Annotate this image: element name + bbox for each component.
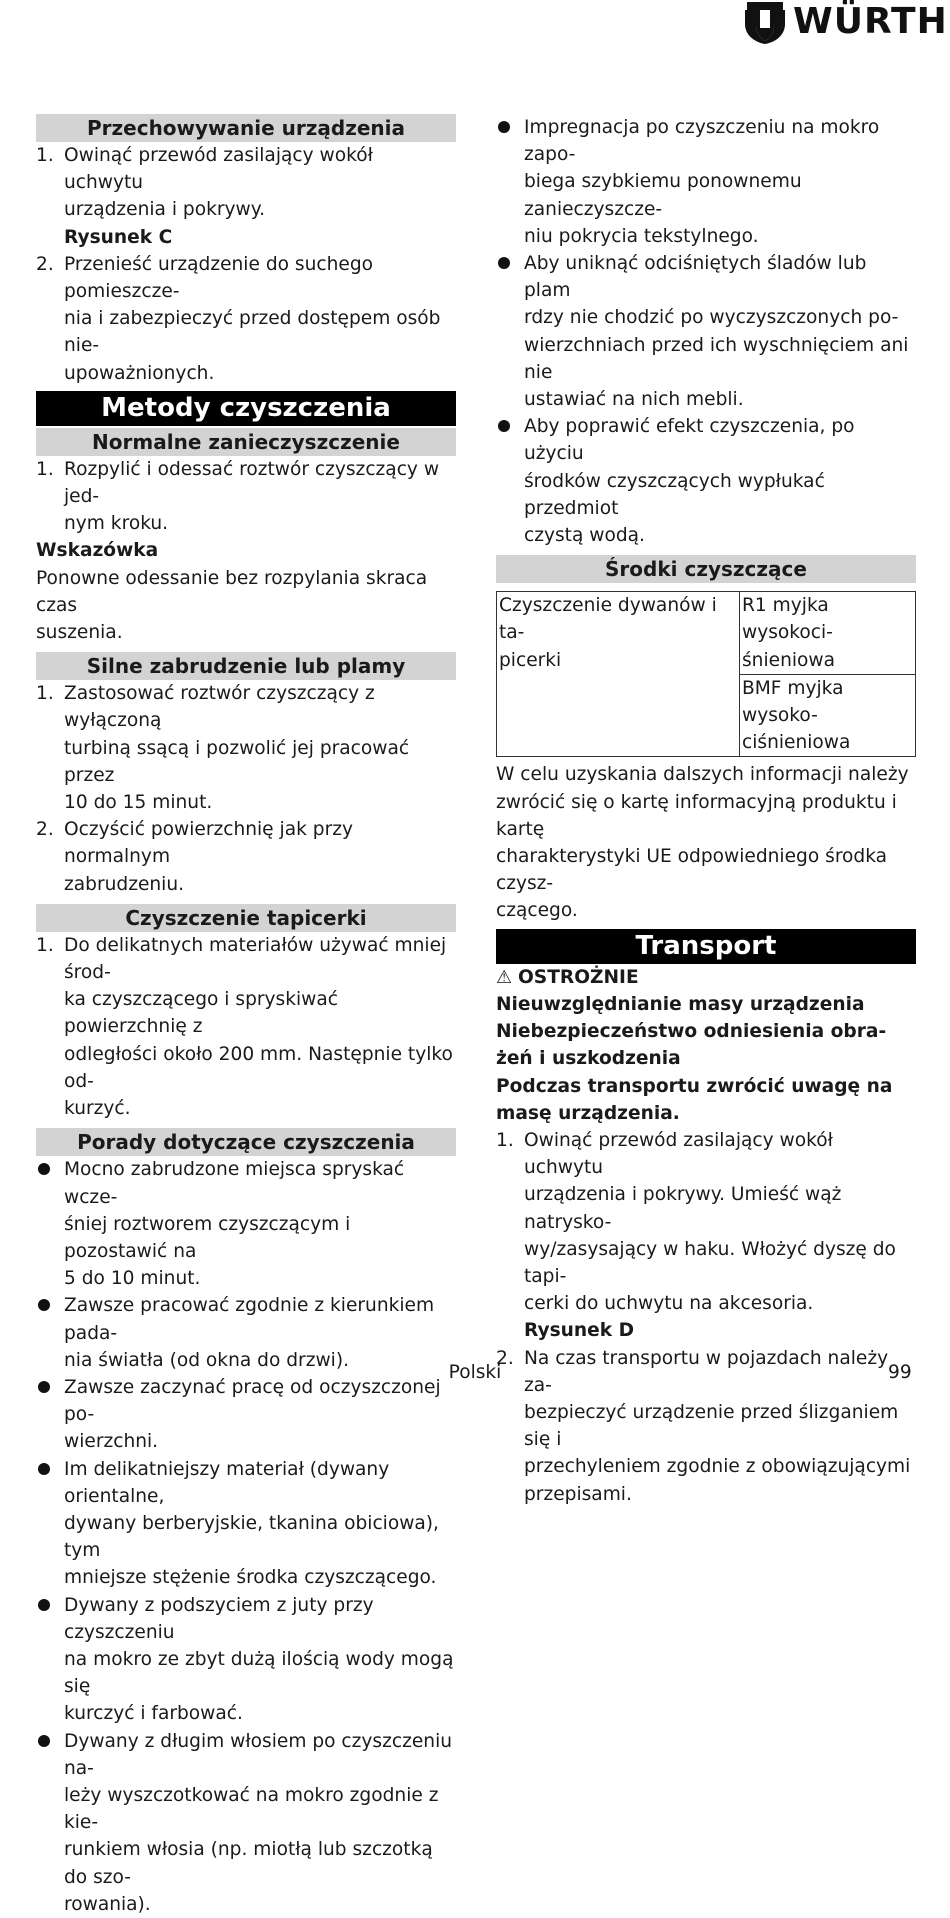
list-item: 1. Do delikatnych materiałów używać mniej środ- ka czyszczącego i spryskiwać powierzchnię z odległości około 200 mm. Następnie tylko od- kurzyć. [36, 934, 453, 1120]
wurth-emblem-icon [745, 2, 785, 44]
upholstery-heading: Czyszczenie tapicerki [36, 904, 456, 932]
footer-language: Polski [448, 1362, 502, 1383]
normal-soiling-heading: Normalne zanieczyszczenie [36, 428, 456, 456]
table-row [497, 592, 916, 675]
bullet-item: Impregnacja po czyszczeniu na mokro zapo- biega szybkiemu ponownemu zanieczyszcze- niu pokrycia tekstylnego. [496, 114, 916, 250]
bullet-icon [38, 1299, 50, 1311]
bullet-item: Mocno zabrudzone miejsca spryskać wcze- śniej roztworem czyszczącym i pozostawić na 5 do 10 minut. [36, 1156, 456, 1292]
bullet-item: Dywany z podszyciem z juty przy czyszczeniu na mokro ze zbyt dużą ilością wody mogą się kurczyć i farbować. [36, 1592, 456, 1728]
bullet-item: Zawsze pracować zgodnie z kierunkiem pada- nia światła (od okna do drzwi). [36, 1292, 456, 1374]
cleaning-tips-heading: Porady dotyczące czyszczenia [36, 1128, 456, 1156]
warning-triangle-icon: ⚠ [496, 966, 513, 988]
list-item: 2. Oczyścić powierzchnię jak przy normalnym zabrudzeniu. [36, 819, 353, 895]
transport-title: Transport [496, 929, 916, 964]
figure-reference: Rysunek C [64, 226, 173, 248]
list-item: 2. Przenieść urządzenie do suchego pomieszcze- nia i zabezpieczyć przed dostępem osób nie- upoważnionych. [36, 253, 441, 384]
storage-heading: Przechowywanie urządzenia [36, 114, 456, 142]
right-column [496, 114, 916, 1508]
list-item: 1. Zastosować roztwór czyszczący z wyłączoną turbiną ssącą i pozwolić jej pracować przez 10 do 15 minut. [36, 683, 410, 814]
info-paragraph: W celu uzyskania dalszych informacji należy zwrócić się o kartę informacyjną produktu i kartę charakterystyki UE odpowiedniego środka czysz- czącego. [496, 764, 909, 922]
bullet-item: Aby poprawić efekt czyszczenia, po użyciu środków czyszczących wypłukać przedmiot czystą wodą. [496, 413, 916, 549]
table-cell-product: BMF myjka wysoko- ciśnieniowa [740, 674, 916, 757]
list-item: 2. Na czas transportu w pojazdach należy za- bezpieczyć urządzenie przed ślizganiem się i przechyleniem zgodnie z obowiązującymi przepisami. [496, 1347, 911, 1505]
table-cell-product: R1 myjka wysokoci- śnieniowa [740, 592, 916, 675]
wurth-logo [745, 0, 950, 46]
warning-label: OSTROŻNIE [518, 966, 639, 988]
cleaning-agents-table [496, 591, 916, 757]
list-item: 1. Rozpylić i odessać roztwór czyszczący w jed- nym kroku. [36, 458, 440, 535]
bullet-icon [38, 1599, 50, 1611]
bullet-icon [38, 1735, 50, 1747]
bullet-item: Dywany z długim włosiem po czyszczeniu na- leży wyszczotkować na mokro zgodnie z kie- runkiem włosia (np. miotłą lub szczotką do szo- rowania). [36, 1728, 456, 1918]
page-number: 99 [888, 1362, 912, 1383]
warning-label-line [496, 964, 916, 991]
bullet-item: Aby uniknąć odciśniętych śladów lub plam rdzy nie chodzić po wyczyszczonych po- wierzchniach przed ich wyschnięciem ani nie ustawiać na nich mebli. [496, 250, 916, 413]
list-item: 1. Owinąć przewód zasilający wokół uchwytu urządzenia i pokrywy. Rysunek C [36, 142, 456, 251]
heavy-soiling-heading: Silne zabrudzenie lub plamy [36, 652, 456, 680]
figure-reference: Rysunek D [524, 1320, 635, 1342]
brand-name: WÜRTH [793, 1, 948, 42]
bullet-item: Im delikatniejszy materiał (dywany orientalne, dywany berberyjskie, tkanina obiciowa), tym mniejsze stężenie środka czyszczącego. [36, 1456, 456, 1592]
hint-label: Wskazówka [36, 540, 159, 562]
cleaning-agents-heading: Środki czyszczące [496, 555, 916, 583]
warning-text: Nieuwzględnianie masy urządzenia Niebezpieczeństwo odniesienia obra- żeń i uszkodzenia Podczas transportu zwrócić uwagę na masę urządzenia. [496, 993, 893, 1124]
bullet-icon [498, 257, 510, 269]
cleaning-methods-title: Metody czyszczenia [36, 391, 456, 426]
hint-text: Ponowne odessanie bez rozpylania skraca czas suszenia. [36, 567, 428, 644]
bullet-item: Zawsze zaczynać pracę od oczyszczonej po- wierzchni. [36, 1374, 456, 1456]
left-column [36, 114, 456, 1918]
bullet-icon [38, 1163, 50, 1175]
bullet-icon [498, 121, 510, 133]
table-cell-application: Czyszczenie dywanów i ta- picerki [497, 592, 740, 757]
bullet-icon [498, 420, 510, 432]
bullet-icon [38, 1463, 50, 1475]
list-item: 1. Owinąć przewód zasilający wokół uchwytu urządzenia i pokrywy. Umieść wąż natrysko- wy/zasysający w haku. Włożyć dyszę do tapi- cerki do uchwytu na akcesoria. Rysunek D [496, 1127, 916, 1345]
